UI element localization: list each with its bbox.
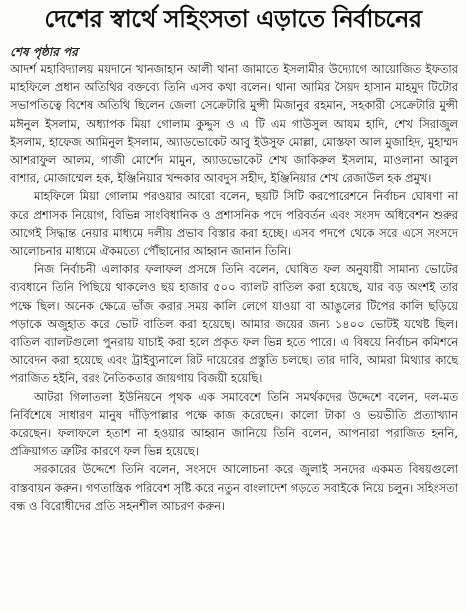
article-body <box>10 60 458 608</box>
paragraph-5: সরকারের উদ্দেশে তিনি বলেন, সংসদে আলোচনা করে জুলাই সনদের একমত বিষয়গুলো বাস্তবায়ন করুন। গণতান্ত্রিক পরিবেশ সৃষ্টি করে নতুন বাংলাদেশ গড়তে সবাইকে নিয়ে চলুন। সহিংসতা বন্ধ ও বিরোধীদের প্রতি সহনশীল আচরণ করুন। <box>10 462 458 513</box>
paragraph-1: আদর্শ মহাবিদ্যালয় ময়দানে খানজাহান আলী থানা জামাতে ইসলামীর উদ্যোগে আয়োজিত ইফতার মাহফিলে প্রধান অতিথির বক্তব্যে তিনি এসব কথা বলেন। থানা আমির সৈয়দ হাসান মাহমুদ টিটোর সভাপতিত্বে বিশেষ অতিথি ছিলেন জেলা সেক্রেটারি মুন্সী মিজানুর রহমান, সহকারী সেক্রেটারি মুন্সী মঈনুল ইসলাম, অধ্যাপক মিয়া গোলাম কুদ্দুস ও এ টি এম গাউসুল আযম হাদি, শেখ সিরাজুল ইসলাম, হাফেজ আমিনুল ইসলাম, অ্যাডভোকেট আবু ইউসুফ মোল্লা, মোস্তফা আল মুজাহিদ, মুহাম্মদ আশরাফুল আলম, গাজী মোর্শেদ মামুন, অ্যাডভোকেট শেখ জাকিরুল ইসলাম, মাওলানা আবুল বাশার, মোজাম্মেল হক, ইঞ্জিনিয়ার খন্দকার আবদুস সহীদ, ইঞ্জিনিয়ার শেখ রেজাউল হক প্রমুখ। <box>10 62 458 186</box>
paragraph-3: নিজ নির্বাচনী এলাকার ফলাফল প্রসঙ্গে তিনি বলেন, ঘোষিত ফল অনুযায়ী সামান্য ভোটের ব্যবধানে তিনি পিছিয়ে থাকলেও ছয় হাজার ৫০০ ব্যালট বাতিল করা হয়েছে, যার বড় অংশই তার পক্ষে ছিল। অনেক ক্ষেত্রে ভাঁজ করার সময় কালি লেগে যাওয়া বা আঙুলের টিপের কালি ছড়িয়ে পড়াকে অজুহাত করে ভোট বাতিল করা হয়েছে। আমার জয়ের জন্য ১৪০০ ভোটই যথেষ্ট ছিল। বাতিল ব্যালটগুলো পুনরায় যাচাই করা হলে প্রকৃত ফল ভিন্ন হতে পারে। এ বিষয়ে নির্বাচন কমিশনে আবেদন করা হয়েছে এবং ট্রাইব্যুনালে রিট দায়েরের প্রস্তুতি চলছে। তার দাবি, আমরা মিথ্যার কাছে পরাজিত হইনি, বরং নৈতিকতার জায়গায় বিজয়ী হয়েছি। <box>10 262 458 386</box>
paragraph-2: মাহফিলে মিয়া গোলাম পরওয়ার আরো বলেন, ছয়টি সিটি করপোরেশনে নির্বাচন ঘোষণা না করে প্রশাসক নিয়োগ, বিভিন্ন সাংবিধানিক ও প্রশাসনিক পদে পরিবর্তন এবং সংসদ অধিবেশন শুরুর আগেই সিদ্ধান্ত নেয়ার মাধ্যমে দলীয় প্রভাব বিস্তার করা হচ্ছে। এসব পদপে থেকে সরে এসে সংসদে আলোচনার মাধ্যমে ঐকমত্যে পৌঁছানোর আহ্বান জানান তিনি। <box>10 189 458 259</box>
headline: দেশের স্বার্থে সহিংসতা এড়াতে নির্বাচনের <box>44 5 422 33</box>
continued-from-last-page-label: শেষ পৃষ্ঠার পর <box>10 45 78 59</box>
paragraph-4: আটরা গিলাতলা ইউনিয়নে পৃথক এক সমাবেশে তিনি সমর্থকদের উদ্দেশে বলেন, দল-মত নির্বিশেষে সাধারণ মানুষ দাঁড়িপাল্লার পক্ষে কাজ করেছেন। কালো টাকা ও ভয়ভীতি প্রত্যাখ্যান করেছেন। ফলাফলে হতাশ না হওয়ার আহ্বান জানিয়ে তিনি বলেন, আপনারা পরাজিত হননি, প্রক্রিয়াগত ত্রুটির কারণে ফল ভিন্ন হয়েছে। <box>10 389 458 459</box>
